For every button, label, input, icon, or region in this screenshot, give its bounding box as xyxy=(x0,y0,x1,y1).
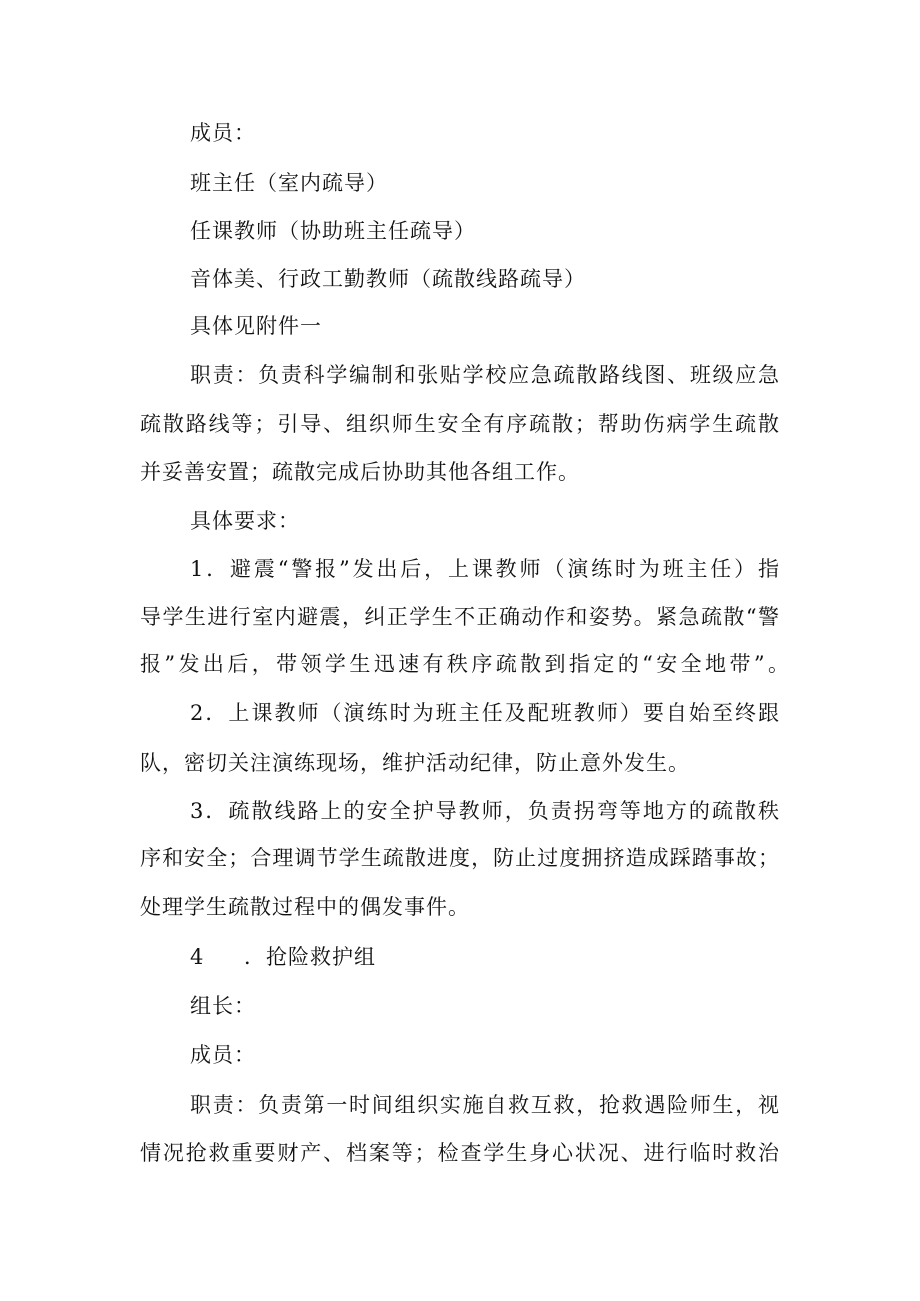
text-line: 2．上课教师（演练时为班主任及配班教师）要自始至终跟 xyxy=(190,701,780,725)
text-line: 具体要求： xyxy=(190,509,300,533)
text-line: 1．避震“警报”发出后，上课教师（演练时为班主任）指 xyxy=(190,557,780,581)
text-line: 导学生进行室内避震，纠正学生不正确动作和姿势。紧急疏散“警 xyxy=(140,605,780,629)
text-line: 职责：负责第一时间组织实施自救互救，抢救遇险师生，视 xyxy=(190,1093,780,1117)
text-line: 处理学生疏散过程中的偶发事件。 xyxy=(140,895,470,919)
text-line: 并妥善安置；疏散完成后协助其他各组工作。 xyxy=(140,460,580,484)
text-line: 任课教师（协助班主任疏导） xyxy=(190,219,476,243)
text-line: 班主任（室内疏导） xyxy=(190,171,388,195)
text-line: 成员： xyxy=(190,1043,256,1067)
text-line: 音体美、行政工勤教师（疏散线路疏导） xyxy=(190,267,586,291)
text-line: 3．疏散线路上的安全护导教师，负责拐弯等地方的疏散秩 xyxy=(190,799,780,823)
text-line: 疏散路线等；引导、组织师生安全有序疏散；帮助伤病学生疏散 xyxy=(140,412,780,436)
section-heading: ．抢险救护组 xyxy=(244,945,376,969)
text-line: 具体见附件一 xyxy=(190,314,322,338)
text-line: 情况抢救重要财产、档案等；检查学生身心状况、进行临时救治 xyxy=(140,1141,780,1165)
text-line: 组长： xyxy=(190,994,256,1018)
text-line: 队，密切关注演练现场，维护活动纪律，防止意外发生。 xyxy=(140,751,690,775)
text-line: 报”发出后，带领学生迅速有秩序疏散到指定的“安全地带”。 xyxy=(140,652,790,676)
text-line: 序和安全；合理调节学生疏散进度，防止过度拥挤造成踩踏事故； xyxy=(140,846,780,870)
section-number: 4 xyxy=(190,945,205,969)
text-line: 职责：负责科学编制和张贴学校应急疏散路线图、班级应急 xyxy=(190,363,780,387)
text-line: 成员： xyxy=(190,121,256,145)
